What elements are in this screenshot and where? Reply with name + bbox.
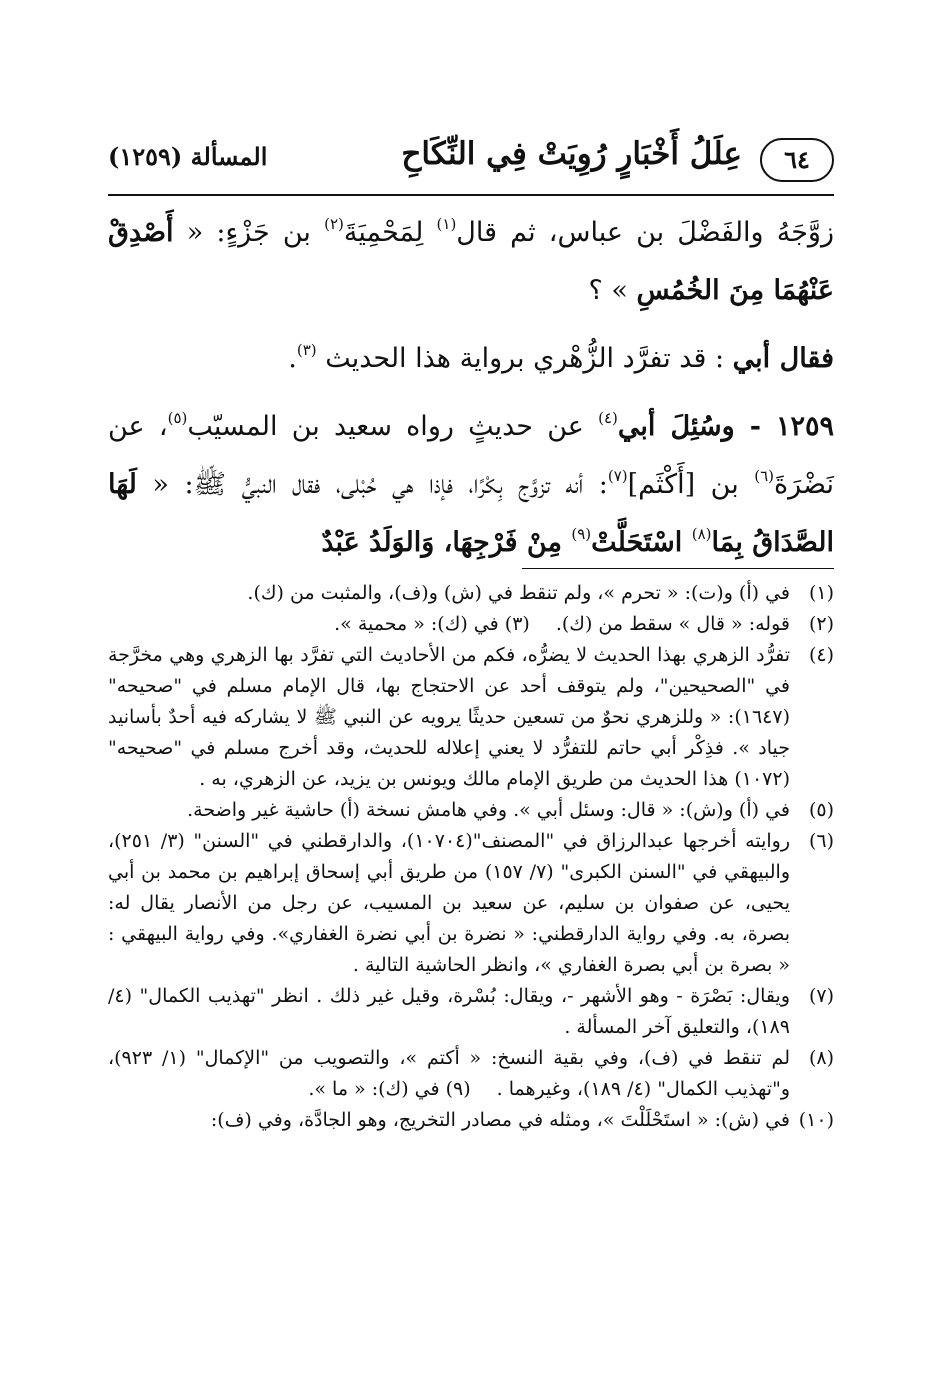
footnote-2 — [108, 609, 834, 640]
footnote-divider — [522, 568, 834, 569]
footnote-text-9: (٩) في (ك): « ما ». — [308, 1078, 471, 1100]
paragraph-1 — [108, 204, 834, 320]
footnote-text: في (أ) و(ت): « تحرم »، ولم تنقط في (ش) و(ف)، والمثبت من (ك). — [247, 582, 790, 604]
page-number-badge: ٦٤ — [760, 138, 834, 182]
footnote-number: (٥) — [808, 799, 834, 821]
footnote-ref-5: (٥) — [167, 409, 188, 427]
footnote-text: في (ش): « استَحْلَلْتَ »، ومثله في مصادر التخريج، وهو الجادَّة، وفي (ف): — [210, 1109, 790, 1131]
footnote-10 — [108, 1105, 834, 1136]
masala-heading: ١٢٥٩ - وسُئِلَ أبي — [617, 411, 834, 442]
header-divider — [108, 194, 834, 196]
footnote-ref-4: (٤) — [598, 409, 618, 427]
footnote-6 — [108, 826, 834, 981]
main-text — [108, 204, 834, 572]
masala-number: المسألة (١٢٥٩) — [108, 142, 268, 171]
footnote-text: في (أ) و(ش): « قال: وسئل أبي ». وفي هامش نسخة (أ) حاشية غير واضحة. — [187, 799, 790, 821]
book-title: عِلَلُ أَخْبَارٍ رُوِيَتْ فِي النِّكَاحِ — [401, 136, 742, 172]
footnote-ref-3: (٣) — [296, 341, 317, 359]
footnote-text: ويقال: بَصْرَة - وهو الأشهر -، ويقال: بُسْرة، وقيل غير ذلك . انظر "تهذيب الكمال" (٤/ ١٨٩)، والتعليق آخر المسألة . — [108, 985, 790, 1038]
hadith-quote: أَصْدِقْ عَنْهُمَا مِنَ الخُمُسِ — [108, 217, 834, 306]
footnote-number: (٢) — [808, 613, 834, 635]
footnote-text: تفرُّد الزهري بهذا الحديث لا يضرُّه، فكم من الأحاديث التي تفرَّد بها الزهري وهي مخرَّجة في "الصحيحين"، ولم يتوقف أحد عن الاحتجاج بها، قال الإمام مسلم في "صحيحه" (١٦٤٧): « وللزهري نحوٌ من تسعين حديثًا يرويه عن النبي ﷺ لا يشاركه فيه أحدٌ بأسانيد جياد ». فذِكْر أبي حاتم للتفرُّد لا يعني إعلاله للحديث، وقد أخرج مسلم في "صحيحه" (١٠٧٢) هذا الحديث من طريق الإمام مالك ويونس بن يزيد، عن الزهري، به . — [108, 644, 790, 790]
footnote-ref-7: (٧) — [607, 467, 628, 485]
text-run: عن حديثٍ رواه سعيد بن المسيّب — [187, 411, 599, 442]
footnotes — [108, 578, 834, 1136]
footnote-ref-8: (٨) — [691, 525, 712, 543]
page-header — [108, 136, 834, 186]
text-run: زوَّجَهُ والفَضْلَ بن عباس، ثم قال — [456, 217, 834, 248]
footnote-text-3: (٣) في (ك): « محمية ». — [334, 613, 530, 635]
footnote-8 — [108, 1043, 834, 1105]
footnote-number: (٧) — [808, 985, 834, 1007]
text-run: ، عن نَضْرَةَ — [108, 411, 834, 500]
footnote-text — [108, 1043, 790, 1105]
speaker-label: فقال أبي — [732, 343, 834, 374]
hadith-quote: اسْتَحَلَّتْ — [591, 527, 692, 558]
text-run: » ؟ — [588, 275, 637, 306]
text-run: لِمَحْمِيَةَ — [343, 217, 437, 248]
paragraph-3 — [108, 398, 834, 572]
footnote-text-8: لم تنقط في (ف)، وفي بقية النسخ: « أكتم »، والتصويب من "الإكمال" (١/ ٩٢٣)، و"تهذيب الكمال" (٤/ ١٨٩)، وغيرهما . — [108, 1047, 790, 1100]
text-run: : أنه تزوَّج بِكْرًا، فإذا هي حُبْلى، فقال النبيُّ ﷺ: « — [136, 469, 608, 500]
paragraph-2 — [108, 330, 834, 388]
footnote-number: (٤) — [808, 644, 834, 666]
footnote-number: (٦) — [808, 830, 834, 852]
text-run: : قد تفرَّد الزُّهْري برواية هذا الحديث — [316, 343, 733, 374]
footnote-text — [108, 609, 790, 640]
text-run: بن جَزْءٍ: « — [173, 217, 325, 248]
footnote-text-2: قوله: « قال » سقط من (ك). — [555, 613, 790, 635]
hadith-quote: مِنْ فَرْجِهَا، وَالوَلَدُ عَبْدٌ — [321, 527, 572, 558]
footnote-ref-1: (١) — [436, 215, 457, 233]
footnote-5 — [108, 795, 834, 826]
footnote-text: روايته أخرجها عبدالرزاق في "المصنف"(١٠٧٠٤)، والدارقطني في "السنن" (٣/ ٢٥١)، والبيهقي في "السنن الكبرى" (٧/ ١٥٧) من طريق أبي إسحاق إبراهيم بن محمد بن أبي يحيى، عن صفوان بن سليم، عن سعيد بن المسيب، عن رجل من الأنصار يقال له: بصرة، به. وفي رواية الدارقطني: « نضرة بن أبي نضرة الغفاري». وفي رواية البيهقي : « بصرة بن أبي بصرة الغفاري »، وانظر الحاشية التالية . — [108, 830, 790, 976]
footnote-7 — [108, 981, 834, 1043]
footnote-number: (١) — [808, 582, 834, 604]
footnote-number: (١٠) — [798, 1109, 834, 1131]
footnote-number: (٨) — [808, 1047, 834, 1069]
footnote-ref-6: (٦) — [754, 467, 775, 485]
footnote-4 — [108, 640, 834, 795]
footnote-1 — [108, 578, 834, 609]
text-run: . — [288, 343, 297, 374]
footnote-ref-9: (٩) — [571, 525, 592, 543]
text-run: بن [أَكْثَم] — [627, 469, 755, 500]
hadith-quote: لَهَا الصَّدَاقُ بِمَا — [108, 469, 834, 558]
footnote-ref-2: (٢) — [324, 215, 344, 233]
